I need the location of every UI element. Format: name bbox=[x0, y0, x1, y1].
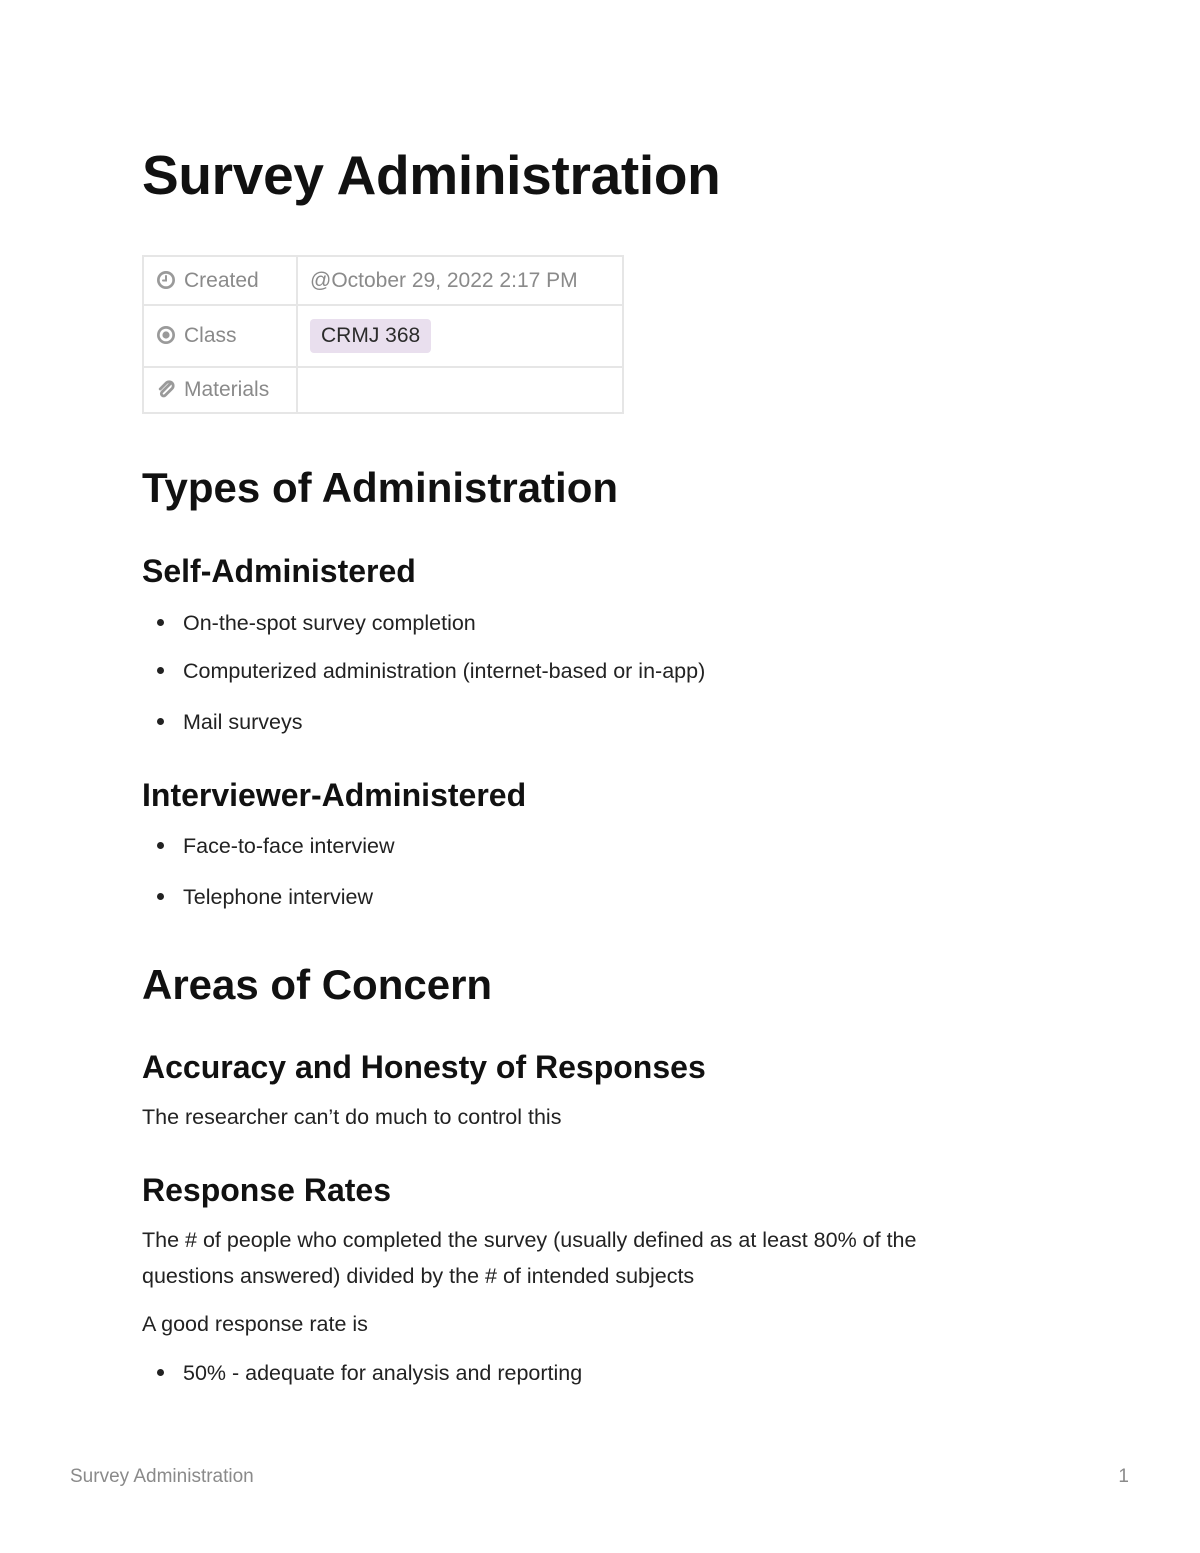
target-icon bbox=[156, 325, 176, 345]
list-item-text: Mail surveys bbox=[183, 710, 303, 734]
clock-icon bbox=[156, 270, 176, 290]
property-label-materials: Materials bbox=[184, 378, 270, 401]
class-tag[interactable]: CRMJ 368 bbox=[310, 319, 431, 353]
heading-response-rates: Response Rates bbox=[142, 1172, 391, 1208]
response-rates-paragraph: The # of people who completed the survey (usually defined as at least 80% of the questions answered) divided by the # of intended subjects bbox=[142, 1228, 917, 1288]
list-item-text: Face-to-face interview bbox=[183, 834, 395, 858]
property-name-cell bbox=[143, 305, 297, 367]
property-value-cell[interactable] bbox=[297, 305, 623, 367]
heading-accuracy-honesty: Accuracy and Honesty of Responses bbox=[142, 1049, 706, 1085]
bullet-dot bbox=[157, 667, 164, 674]
property-row-created bbox=[143, 256, 623, 305]
list-item-text: On-the-spot survey completion bbox=[183, 611, 476, 635]
properties-table bbox=[142, 255, 624, 414]
list-item-text: Computerized administration (internet-based or in-app) bbox=[183, 659, 706, 683]
bullet-dot bbox=[157, 1369, 164, 1376]
list-item bbox=[142, 611, 476, 636]
property-row-materials bbox=[143, 367, 623, 413]
bullet-dot bbox=[157, 619, 164, 626]
accuracy-paragraph: The researcher can’t do much to control this bbox=[142, 1105, 562, 1129]
heading-types-of-administration: Types of Administration bbox=[142, 464, 619, 511]
footer-page-number: 1 bbox=[1118, 1466, 1129, 1487]
property-name-cell bbox=[143, 367, 297, 413]
property-label-class: Class bbox=[184, 324, 237, 347]
list-item-text: Telephone interview bbox=[183, 885, 374, 909]
footer-title: Survey Administration bbox=[70, 1466, 254, 1487]
property-value-cell[interactable] bbox=[297, 367, 623, 413]
paperclip-icon bbox=[156, 379, 176, 399]
created-date-value: @October 29, 2022 2:17 PM bbox=[310, 268, 578, 292]
heading-self-administered: Self-Administered bbox=[142, 553, 416, 589]
page-title: Survey Administration bbox=[142, 144, 721, 206]
list-item bbox=[142, 834, 395, 859]
heading-areas-of-concern: Areas of Concern bbox=[142, 961, 493, 1008]
property-row-class bbox=[143, 305, 623, 367]
list-item bbox=[142, 710, 302, 735]
bullet-dot bbox=[157, 842, 164, 849]
property-name-cell bbox=[143, 256, 297, 305]
property-value-cell[interactable] bbox=[297, 256, 623, 305]
list-item-text: 50% - adequate for analysis and reporting bbox=[183, 1361, 583, 1385]
good-rate-intro: A good response rate is bbox=[142, 1312, 368, 1336]
bullet-dot bbox=[157, 718, 164, 725]
property-label-created: Created bbox=[184, 268, 259, 292]
list-item bbox=[142, 659, 705, 684]
list-item bbox=[142, 1361, 582, 1386]
bullet-dot bbox=[157, 893, 164, 900]
list-item bbox=[142, 885, 373, 910]
heading-interviewer-administered: Interviewer-Administered bbox=[142, 777, 527, 813]
